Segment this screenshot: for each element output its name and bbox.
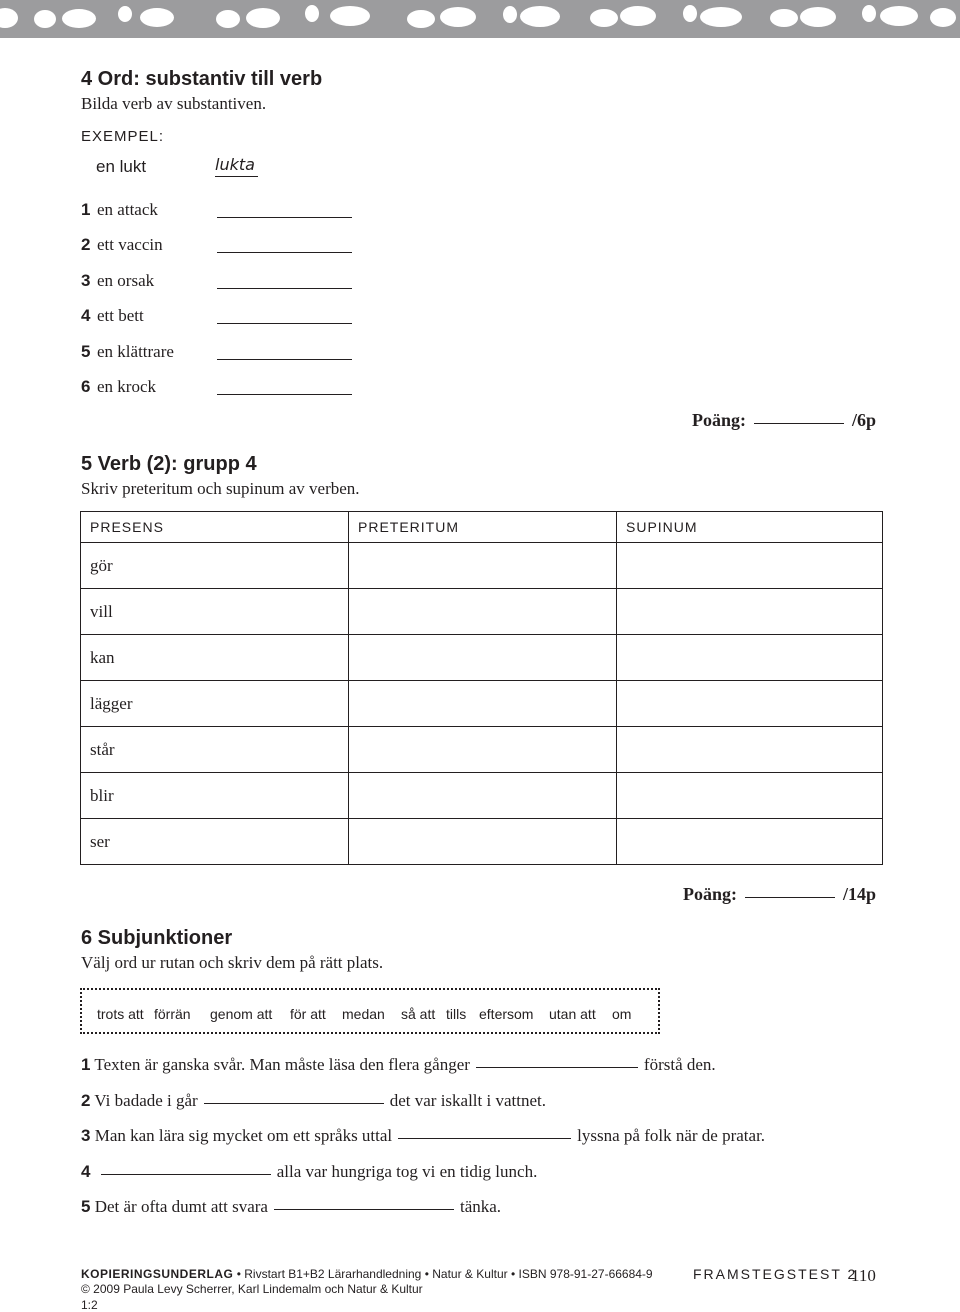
decorative-blob [407, 10, 435, 28]
sentence-after: alla var hungriga tog vi en tidig lunch. [276, 1161, 538, 1181]
footer-edition: 1:2 [81, 1298, 98, 1312]
answer-blank[interactable] [217, 359, 352, 360]
item-number: 6 [81, 377, 91, 396]
answer-blank[interactable] [274, 1209, 454, 1210]
decorative-blob [0, 8, 18, 28]
presens-cell: lägger [81, 681, 349, 727]
score-blank[interactable] [754, 423, 844, 424]
section-4-title: 4 Ord: substantiv till verb [81, 68, 323, 90]
section-5-title: 5 Verb (2): grupp 4 [81, 453, 257, 475]
word-option: så att [401, 1006, 436, 1022]
answer-blank[interactable] [217, 323, 352, 324]
word-option: för att [290, 1006, 326, 1022]
footer-isbn: ISBN 978-91-27-66684-9 [518, 1267, 653, 1281]
decorative-blob [520, 6, 560, 27]
exercise-item [81, 377, 156, 397]
item-word: en orsak [97, 270, 155, 290]
preteritum-answer-cell[interactable] [349, 543, 617, 589]
sentence-item [81, 1091, 546, 1111]
decorative-blob [620, 6, 656, 26]
decorative-blob [246, 8, 280, 28]
example-word: en lukt [96, 157, 147, 176]
item-number: 4 [81, 306, 91, 326]
header-supinum: SUPINUM [617, 512, 883, 543]
bullet: • [236, 1267, 245, 1281]
bullet: • [424, 1267, 433, 1281]
sentence-after: förstå den. [643, 1055, 716, 1074]
score-label: Poäng: [683, 884, 737, 904]
word-option: eftersom [479, 1006, 534, 1022]
score-label: Poäng: [692, 410, 746, 430]
footer-label: KOPIERINGSUNDERLAG [81, 1267, 234, 1281]
verb-table [80, 511, 883, 865]
word-option: om [612, 1006, 632, 1022]
answer-blank[interactable] [217, 288, 352, 289]
section-5-instruction: Skriv preteritum och supinum av verben. [81, 479, 360, 498]
example-answer: lukta [215, 155, 258, 177]
sentence-number: 4 [81, 1161, 91, 1181]
answer-blank[interactable] [217, 394, 352, 395]
decorative-blob [930, 8, 956, 27]
supinum-answer-cell[interactable] [617, 773, 883, 819]
item-number: 1 [81, 200, 91, 219]
decorative-blob [330, 6, 370, 26]
score-max: /14p [843, 884, 877, 904]
sentence-before: Vi badade i går [94, 1090, 198, 1110]
sentence-number: 2 [81, 1090, 91, 1110]
decorative-blob [305, 5, 319, 22]
item-number: 2 [81, 235, 91, 255]
decorative-blob [118, 6, 132, 22]
exercise-item [81, 306, 144, 326]
sentence-item [81, 1197, 501, 1217]
decorative-blob [140, 8, 174, 27]
sentence-item [81, 1162, 537, 1182]
item-word: en krock [97, 377, 157, 396]
word-option: genom att [210, 1006, 273, 1022]
item-word: ett bett [97, 306, 144, 326]
preteritum-answer-cell[interactable] [349, 635, 617, 681]
decorative-blob [880, 6, 918, 26]
decorative-blob [440, 7, 476, 27]
presens-cell: vill [81, 589, 349, 635]
decorative-blob [800, 7, 836, 27]
decorative-top-bar [0, 0, 960, 38]
preteritum-answer-cell[interactable] [349, 681, 617, 727]
section-6-instruction: Välj ord ur rutan och skriv dem på rätt plats. [81, 953, 384, 972]
decorative-blob [770, 9, 798, 27]
presens-cell: blir [81, 773, 349, 819]
presens-cell: står [81, 727, 349, 773]
decorative-blob [503, 6, 517, 23]
page-number: 110 [851, 1266, 876, 1285]
footer-publisher: Natur & Kultur [432, 1267, 508, 1281]
decorative-blob [216, 10, 240, 28]
preteritum-answer-cell[interactable] [349, 589, 617, 635]
answer-blank[interactable] [398, 1138, 571, 1139]
footer-book: Rivstart B1+B2 Lärarhandledning [244, 1267, 422, 1281]
presens-cell: kan [81, 635, 349, 681]
score-max: /6p [852, 410, 877, 430]
supinum-answer-cell[interactable] [617, 543, 883, 589]
word-option: förrän [154, 1006, 191, 1022]
sentence-after: lyssna på folk när de pratar. [577, 1126, 766, 1145]
footer-line-1 [81, 1267, 653, 1281]
preteritum-answer-cell[interactable] [349, 773, 617, 819]
table-header-row [81, 512, 883, 543]
answer-blank[interactable] [476, 1067, 638, 1068]
score-section-5 [683, 884, 876, 905]
supinum-answer-cell[interactable] [617, 819, 883, 865]
sentence-number: 3 [81, 1126, 91, 1145]
sentence-before: Man kan lära sig mycket om ett språks uttal [94, 1126, 393, 1145]
answer-blank[interactable] [217, 217, 352, 218]
table-row [81, 589, 883, 635]
table-row [81, 819, 883, 865]
table-row [81, 635, 883, 681]
word-box [80, 988, 660, 1034]
item-number: 5 [81, 341, 91, 361]
sentence-after: tänka. [459, 1197, 502, 1216]
decorative-blob [700, 7, 742, 27]
footer-copyright: © 2009 Paula Levy Scherrer, Karl Lindemalm och Natur & Kultur [81, 1282, 423, 1296]
presens-cell: gör [81, 543, 349, 589]
exercise-item [81, 271, 154, 291]
item-word: en klättrare [97, 341, 174, 361]
word-option: utan att [549, 1006, 596, 1022]
preteritum-answer-cell[interactable] [349, 819, 617, 865]
header-presens: PRESENS [81, 512, 349, 543]
exercise-item [81, 342, 174, 362]
presens-cell: ser [81, 819, 349, 865]
item-word: en attack [97, 200, 158, 219]
supinum-answer-cell[interactable] [617, 681, 883, 727]
preteritum-answer-cell[interactable] [349, 727, 617, 773]
decorative-blob [34, 10, 56, 28]
answer-blank[interactable] [217, 252, 352, 253]
table-row [81, 681, 883, 727]
sentence-item [81, 1126, 765, 1146]
section-6-title: 6 Subjunktioner [81, 927, 233, 949]
answer-blank[interactable] [101, 1174, 271, 1175]
word-option: medan [342, 1006, 385, 1022]
table-row [81, 543, 883, 589]
decorative-blob [683, 5, 697, 22]
word-option: tills [446, 1006, 467, 1022]
footer-test-name: FRAMSTEGSTEST 2 [693, 1266, 858, 1282]
sentence-item [81, 1055, 716, 1075]
sentence-number: 1 [81, 1055, 91, 1074]
supinum-answer-cell[interactable] [617, 635, 883, 681]
decorative-blob [862, 5, 876, 22]
exercise-item [81, 200, 158, 220]
example-label: EXEMPEL: [81, 128, 165, 145]
header-preteritum: PRETERITUM [349, 512, 617, 543]
table-row [81, 773, 883, 819]
sentence-before: Texten är ganska svår. Man måste läsa den flera gånger [94, 1055, 470, 1074]
answer-blank[interactable] [204, 1103, 384, 1104]
bullet: • [510, 1267, 519, 1281]
score-blank[interactable] [745, 897, 835, 898]
word-option: trots att [97, 1006, 144, 1022]
table-row [81, 727, 883, 773]
score-section-4 [692, 410, 876, 431]
exercise-item [81, 235, 163, 255]
item-word: ett vaccin [97, 235, 163, 255]
decorative-blob [62, 9, 96, 28]
decorative-blob [590, 9, 618, 27]
sentence-before: Det är ofta dumt att svara [94, 1197, 268, 1216]
item-number: 3 [81, 270, 91, 290]
section-4-instruction: Bilda verb av substantiven. [81, 94, 267, 113]
supinum-answer-cell[interactable] [617, 727, 883, 773]
sentence-after: det var iskallt i vattnet. [389, 1090, 546, 1110]
sentence-number: 5 [81, 1197, 91, 1216]
supinum-answer-cell[interactable] [617, 589, 883, 635]
